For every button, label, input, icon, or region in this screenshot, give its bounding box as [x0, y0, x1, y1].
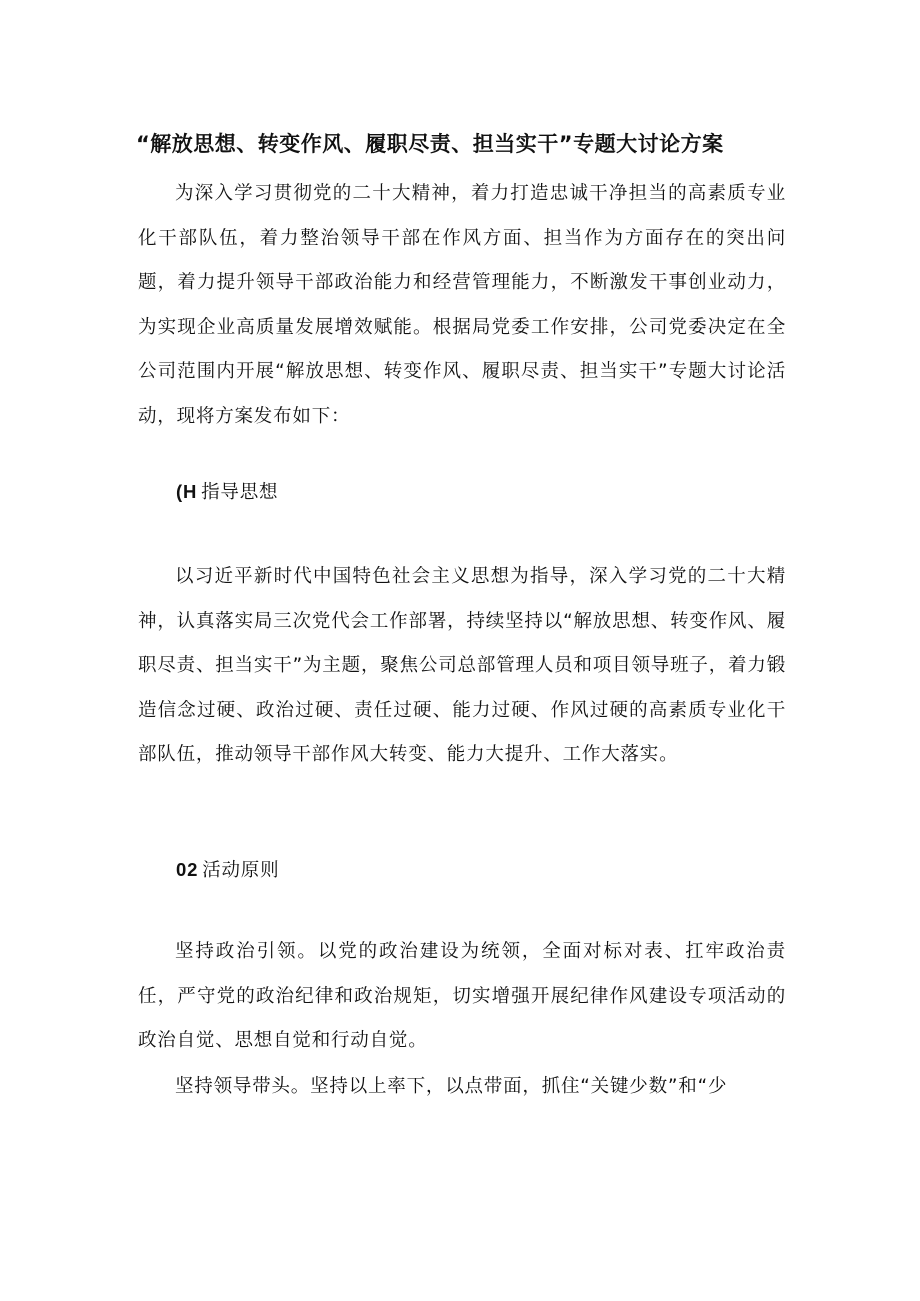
guiding-ideology-paragraph: 以习近平新时代中国特色社会主义思想为指导，深入学习党的二十大精神，认真落实局三次党代会工作部署，持续坚持以“解放思想、转变作风、履职尽责、担当实干”为主题，聚焦公司总部管理人员和项目领导班子，着力锻造信念过硬、政治过硬、责任过硬、能力过硬、作风过硬的高素质专业化干部队伍，推动领导干部作风大转变、能力大提升、工作大落实。 [138, 566, 786, 765]
principle-paragraph-political-leadership: 坚持政治引领。以党的政治建设为统领，全面对标对表、扛牢政治责任，严守党的政治纪律和政治规矩，切实增强开展纪律作风建设专项活动的政治自觉、思想自觉和行动自觉。 [138, 941, 786, 1051]
section-heading-text: 活动原则 [202, 860, 280, 881]
section-heading-guiding-ideology [176, 472, 278, 513]
section-heading-text: 指导思想 [201, 482, 279, 503]
principle-paragraph-leaders-take-lead: 坚持领导带头。坚持以上率下，以点带面，抓住“关键少数”和“少 [175, 1076, 728, 1097]
section-number: (H [176, 481, 198, 502]
intro-paragraph: 为深入学习贯彻党的二十大精神，着力打造忠诚干净担当的高素质专业化干部队伍，着力整治领导干部在作风方面、担当作为方面存在的突出问题，着力提升领导干部政治能力和经营管理能力，不断激发干事创业动力，为实现企业高质量发展增效赋能。根据局党委工作安排，公司党委决定在全公司范围内开展“解放思想、转变作风、履职尽责、担当实干”专题大讨论活动，现将方案发布如下： [138, 183, 786, 427]
section-heading-activity-principles [176, 850, 279, 891]
document-title: “解放思想、转变作风、履职尽责、担当实干”专题大讨论方案 [136, 132, 724, 156]
section-number: 02 [176, 859, 199, 880]
